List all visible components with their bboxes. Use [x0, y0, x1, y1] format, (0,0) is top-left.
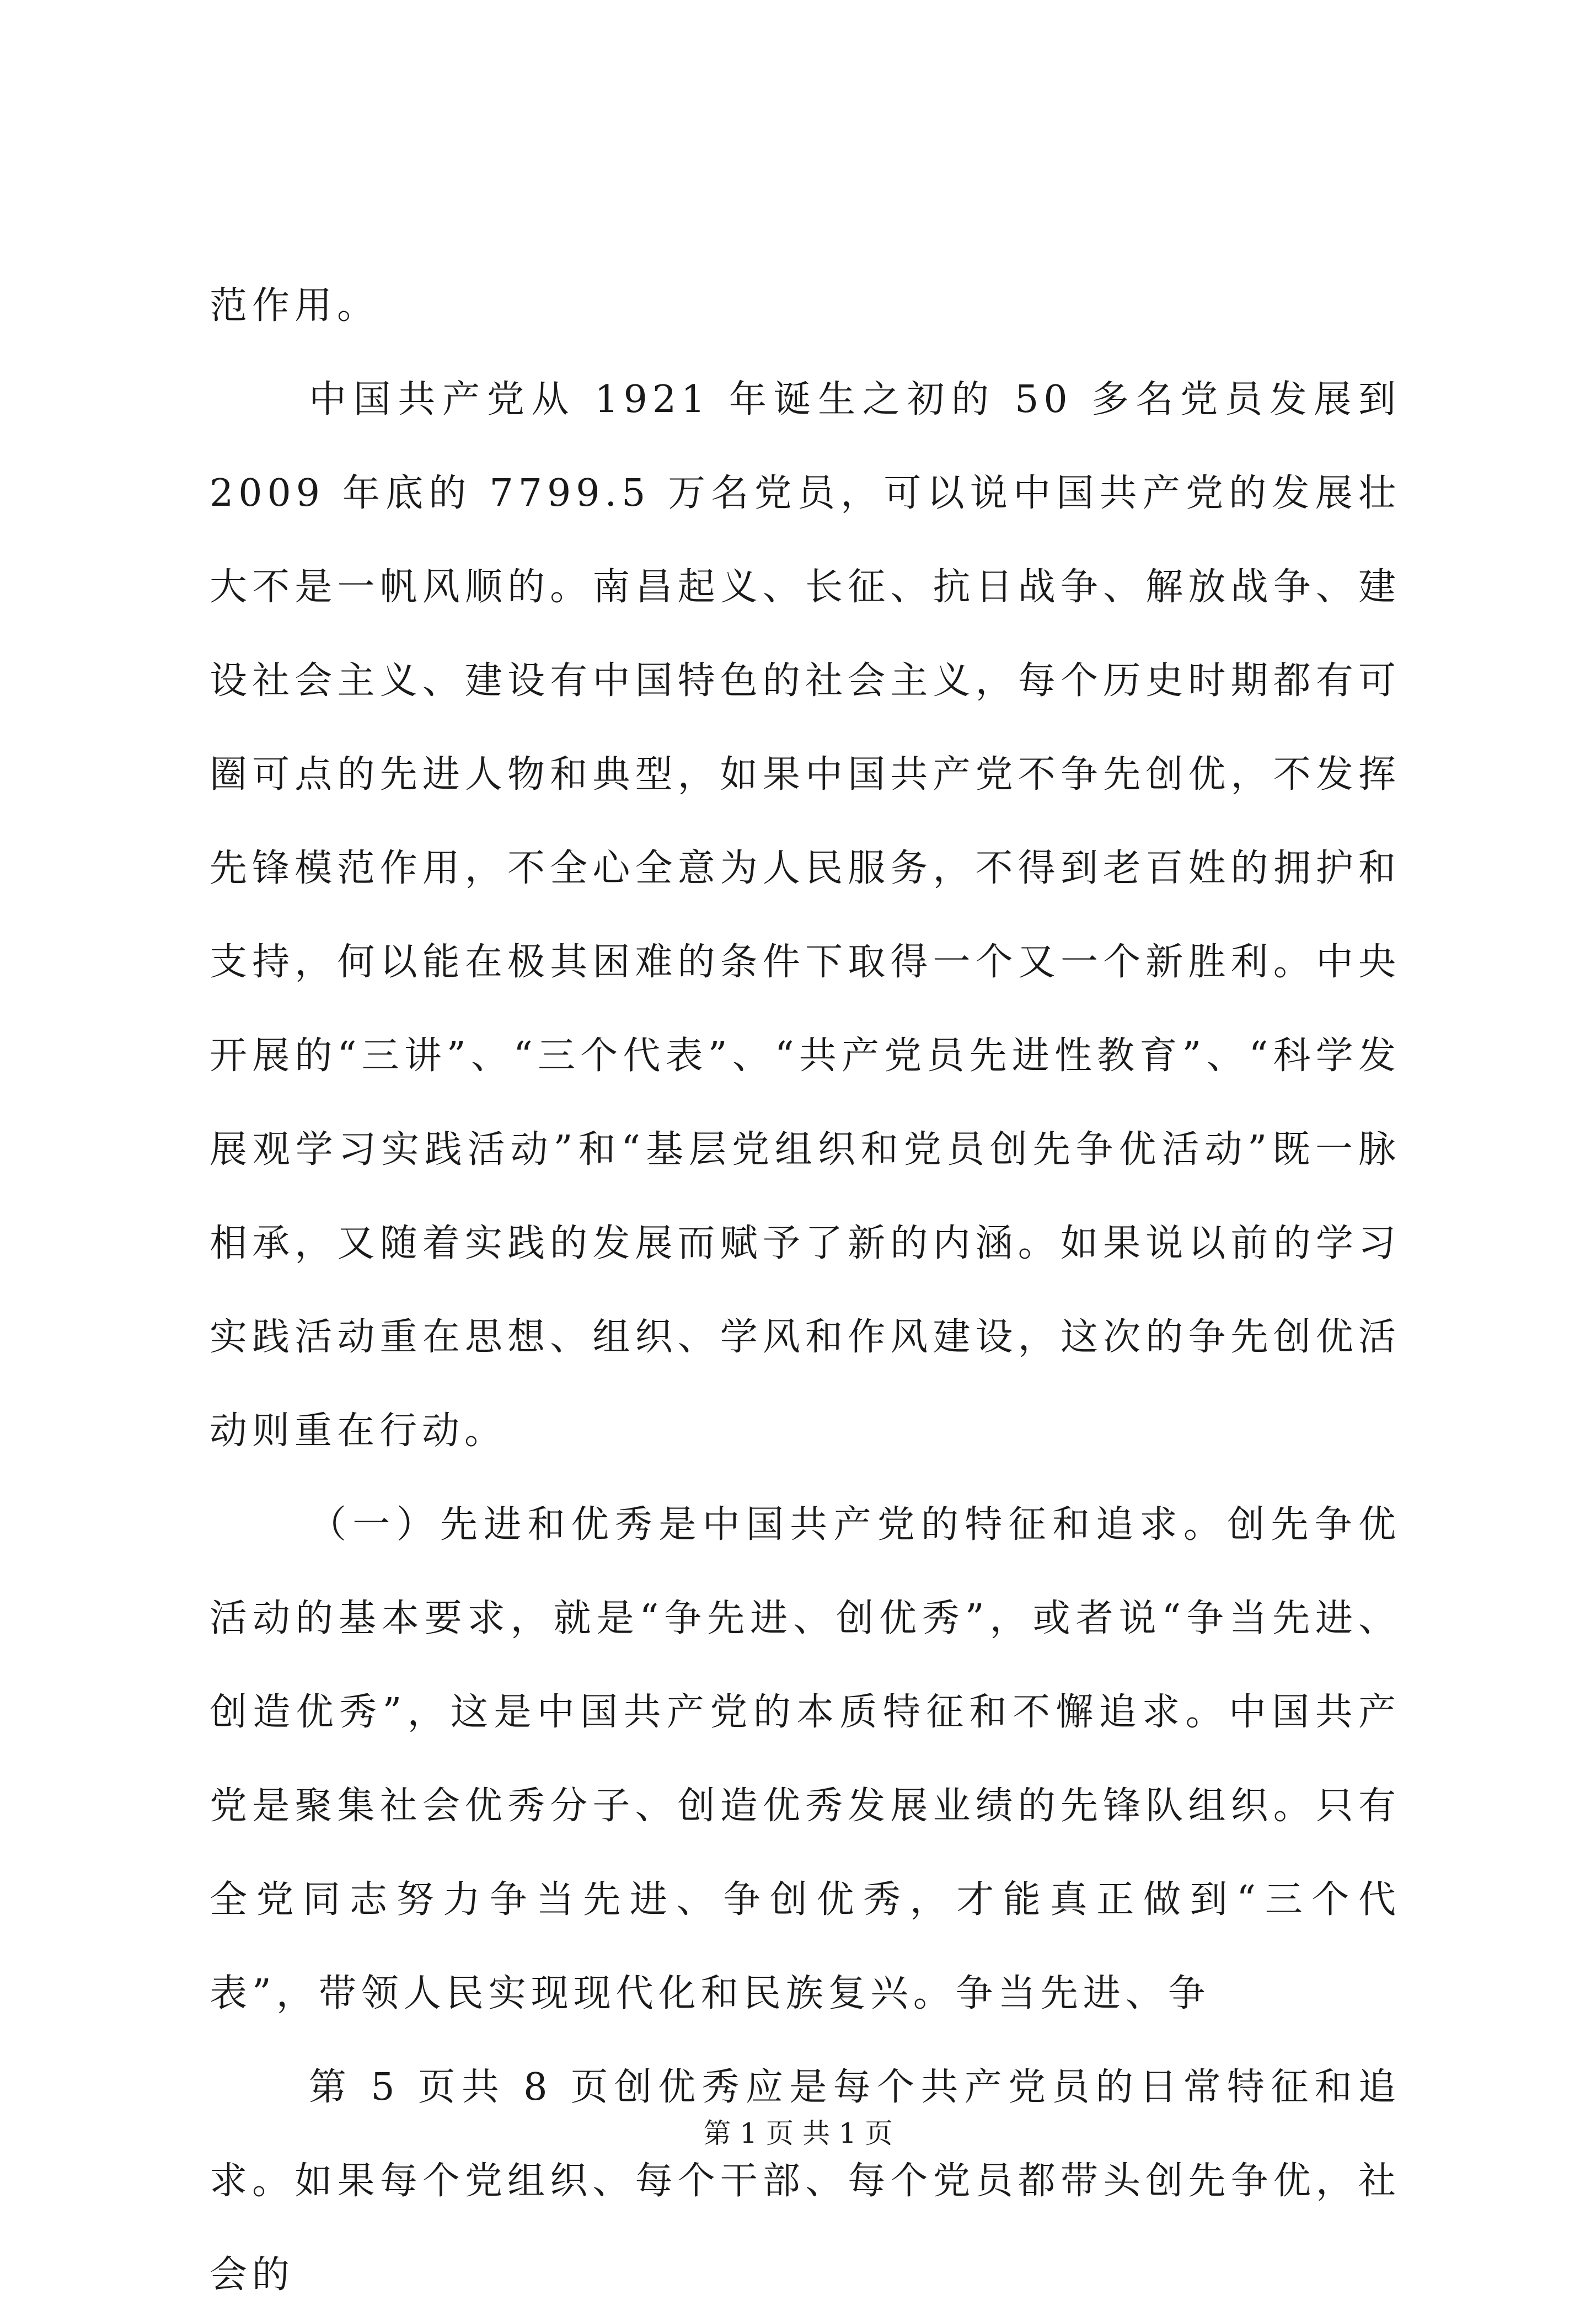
- paragraph-page-break-continuation: 第 5 页共 8 页创优秀应是每个共产党员的日常特征和追求。如果每个党组织、每个干部、每个党员都带头创先争优，社会的: [210, 2066, 1401, 2297]
- document-body: [210, 259, 1401, 2322]
- paragraph-section-one: （一）先进和优秀是中国共产党的特征和追求。创先争优活动的基本要求，就是“争先进、创优秀”，或者说“争当先进、创造优秀”，这是中国共产党的本质特征和不懈追求。中国共产党是聚集社会优秀分子、创造优秀发展业绩的先锋队组织。只有全党同志努力争当先进、争创优秀，才能真正做到“三个代表”，带领人民实现现代化和民族复兴。争当先进、争: [210, 1503, 1401, 2015]
- page-footer: 第 1 页 共 1 页: [703, 2117, 893, 2149]
- paragraph-continuation: 范作用。: [210, 284, 380, 328]
- paragraph-party-history: 中国共产党从 1921 年诞生之初的 50 多名党员发展到 2009 年底的 7799.5 万名党员，可以说中国共产党的发展壮大不是一帆风顺的。南昌起义、长征、抗日战争、解放战争、建设社会主义、建设有中国特色的社会主义，每个历史时期都有可圈可点的先进人物和典型，如果中国共产党不争先创优，不发挥先锋模范作用，不全心全意为人民服务，不得到老百姓的拥护和支持，何以能在极其困难的条件下取得一个又一个新胜利。中央开展的“三讲”、“三个代表”、“共产党员先进性教育”、“科学发展观学习实践活动”和“基层党组织和党员创先争优活动”既一脉相承，又随着实践的发展而赋予了新的内涵。如果说以前的学习实践活动重在思想、组织、学风和作风建设，这次的争先创优活动则重在行动。: [210, 378, 1401, 1453]
